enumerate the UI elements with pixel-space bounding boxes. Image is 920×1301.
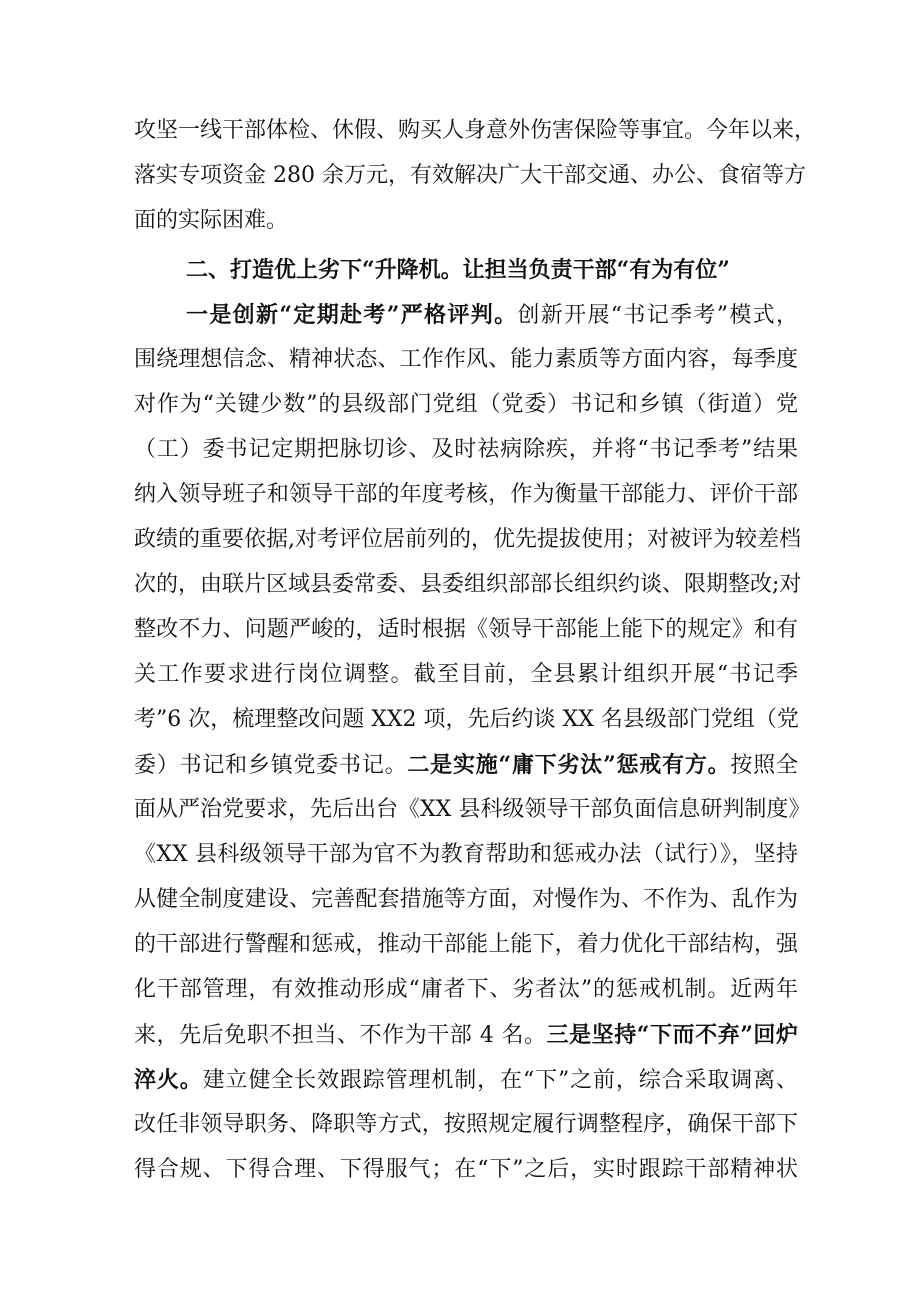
paragraph-line xyxy=(134,1150,798,1190)
line-text: 次的，由联片区域县委常委、县委组织部部长组织约谈、限期整改;对 xyxy=(134,572,802,597)
line-text: 改任非领导职务、降职等方式，按照规定履行调整程序，确保干部下 xyxy=(134,1112,798,1137)
section-heading xyxy=(186,250,730,290)
paragraph-line xyxy=(134,1060,798,1100)
paragraph-line xyxy=(134,835,798,875)
paragraph-line xyxy=(134,790,811,830)
paragraph-line xyxy=(134,925,798,965)
line-text: 来，先后免职不担当、不作为干部 4 名。 xyxy=(134,1023,547,1048)
line-text: 落实专项资金 280 余万元，有效解决广大干部交通、办公、食宿等方 xyxy=(134,163,806,188)
paragraph-line xyxy=(134,430,798,470)
bold-lead-in: 一是创新“定期赴考”严格评判。 xyxy=(186,302,518,328)
line-text: 《XX 县科级领导干部为官不为教育帮助和惩戒办法（试行）》，坚持 xyxy=(134,842,798,867)
bold-lead-in: 淬火。 xyxy=(134,1067,203,1093)
line-text: 化干部管理，有效推动形成“庸者下、劣者汰”的惩戒机制。近两年 xyxy=(134,977,798,1002)
paragraph-line xyxy=(134,655,798,695)
line-text: 政绩的重要依据,对考评位居前列的，优先提拔使用；对被评为较差档 xyxy=(134,527,801,552)
line-text: 面从严治党要求，先后出台《XX 县科级领导干部负面信息研判制度》 xyxy=(134,797,811,822)
paragraph-line xyxy=(134,565,802,605)
line-text: 委）书记和乡镇党委书记。 xyxy=(134,753,408,778)
line-text: 面的实际困难。 xyxy=(134,208,289,233)
paragraph-line xyxy=(134,880,798,920)
line-text: 围绕理想信念、精神状态、工作作风、能力素质等方面内容，每季度 xyxy=(134,347,798,372)
paragraph-line xyxy=(134,385,798,425)
paragraph-line xyxy=(134,1015,798,1055)
line-text: 对作为“关键少数”的县级部门党组（党委）书记和乡镇（街道）党 xyxy=(134,392,798,417)
line-text: （工）委书记定期把脉切诊、及时祛病除疾，并将“书记季考”结果 xyxy=(134,437,798,462)
line-text: 创新开展“书记季考”模式， xyxy=(517,303,799,328)
line-text: 整改不力、问题严峻的，适时根据《领导干部能上能下的规定》和有 xyxy=(134,617,798,642)
line-text: 从健全制度建设、完善配套措施等方面，对慢作为、不作为、乱作为 xyxy=(134,887,798,912)
heading-text: 二、打造优上劣下“升降机。让担当负责干部“有为有位” xyxy=(186,257,730,283)
paragraph-line xyxy=(134,970,798,1010)
paragraph-line xyxy=(134,156,806,196)
paragraph-line xyxy=(186,295,798,335)
line-text: 纳入领导班子和领导干部的年度考核，作为衡量干部能力、评价干部 xyxy=(134,482,798,507)
paragraph-line xyxy=(134,340,798,380)
line-text: 建立健全长效跟踪管理机制，在“下”之前，综合采取调离、 xyxy=(202,1068,798,1093)
paragraph-line xyxy=(134,475,798,515)
bold-lead-in: 二是实施“庸下劣汰”惩戒有方。 xyxy=(407,752,731,778)
line-text: 得合规、下得合理、下得服气；在“下”之后，实时跟踪干部精神状 xyxy=(134,1157,798,1182)
line-text-tail: 按照全 xyxy=(730,753,798,778)
line-text: 关工作要求进行岗位调整。截至目前，全县累计组织开展“书记季 xyxy=(134,662,798,687)
paragraph-line xyxy=(134,610,798,650)
line-text: 的干部进行警醒和惩戒，推动干部能上能下，着力优化干部结构，强 xyxy=(134,932,798,957)
paragraph-line xyxy=(134,520,801,560)
paragraph-line xyxy=(134,111,817,151)
bold-lead-in: 三是坚持“下而不弃”回炉 xyxy=(546,1022,798,1048)
paragraph-line xyxy=(134,1105,798,1145)
paragraph-line xyxy=(134,745,798,785)
paragraph-line xyxy=(134,700,798,740)
line-text: 考”6 次，梳理整改问题 XX2 项，先后约谈 XX 名县级部门党组（党 xyxy=(134,707,799,732)
line-text: 攻坚一线干部体检、休假、购买人身意外伤害保险等事宜。今年以来， xyxy=(134,118,817,143)
paragraph-line xyxy=(134,201,288,241)
